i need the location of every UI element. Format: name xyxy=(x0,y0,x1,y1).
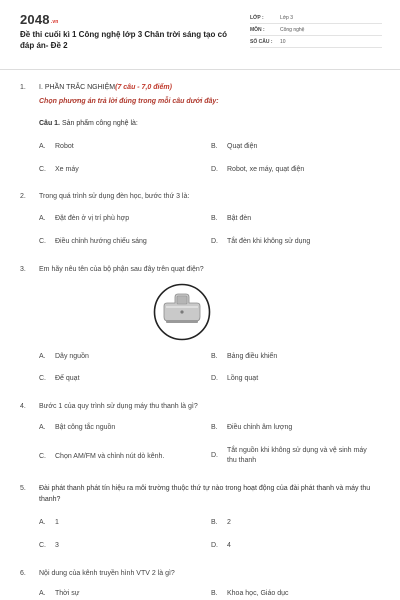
question-number: 3. xyxy=(20,265,26,273)
section-instruction: Chọn phương án trả lời đúng trong mỗi câu dưới đây: xyxy=(39,98,219,105)
section-note: (7 câu - 7,0 điểm) xyxy=(115,83,172,91)
meta-value: 10 xyxy=(280,38,286,45)
section-title: I. PHẦN TRẮC NGHIỆM xyxy=(39,83,116,91)
meta-value: Công nghệ xyxy=(280,26,305,33)
q3-option-d[interactable]: D. Lồng quạt xyxy=(211,375,259,382)
q2-option-d[interactable]: D. Tắt đèn khi không sử dụng xyxy=(211,238,311,245)
q4-option-c[interactable]: C. Chọn AM/FM và chỉnh nút dò kênh. xyxy=(39,453,165,460)
question-5-text: Đài phát thanh phát tín hiệu ra môi trường thuộc thứ tự nào trong hoạt động của đài phát thanh và máy thu thanh? xyxy=(39,485,371,503)
logo-suffix: .vn xyxy=(50,19,59,25)
meta-label: SỐ CÂU : xyxy=(250,38,273,45)
question-number: 6. xyxy=(20,569,26,577)
exam-title: Đề thi cuối kì 1 Công nghệ lớp 3 Chân trời sáng tạo có đáp án- Đề 2 xyxy=(20,30,227,50)
site-logo[interactable] xyxy=(20,12,59,27)
question-6-text: Nội dung của kênh truyền hình VTV 2 là gì? xyxy=(39,569,175,577)
q4-option-d[interactable]: D. Tắt nguồn khi không sử dụng và vệ sinh máy thu thanh xyxy=(211,447,367,464)
question-4-text: Bước 1 của quy trình sử dụng máy thu thanh là gì? xyxy=(39,402,198,410)
q2-option-b[interactable]: B. Bật đèn xyxy=(211,215,252,222)
q3-option-a[interactable]: A. Dây nguồn xyxy=(39,353,89,360)
question-2-text: Trong quá trình sử dụng đèn học, bước thứ 3 là: xyxy=(39,192,190,200)
exam-meta xyxy=(250,12,382,48)
question-1-prompt: Sản phẩm công nghệ là: xyxy=(61,120,138,127)
q4-option-a[interactable]: A. Bật công tắc nguồn xyxy=(39,424,116,431)
question-number: 5. xyxy=(20,485,26,492)
meta-value: Lớp 3 xyxy=(280,14,294,21)
q2-option-c[interactable]: C. Điều chỉnh hướng chiếu sáng xyxy=(39,238,147,245)
logo-text: 2048 xyxy=(20,12,50,27)
question-number: 4. xyxy=(20,402,26,410)
question-3 xyxy=(20,262,382,276)
q3-option-c[interactable]: C. Đế quạt xyxy=(39,375,80,382)
q3-option-b[interactable]: B. Bảng điều khiển xyxy=(211,353,278,360)
meta-question-count xyxy=(250,36,382,48)
header-divider xyxy=(0,69,400,70)
meta-subject xyxy=(250,24,382,36)
q1-option-d[interactable]: D. Robot, xe máy, quạt điện xyxy=(211,166,305,173)
meta-label: LỚP : xyxy=(250,14,264,21)
question-4 xyxy=(20,399,382,413)
question-6 xyxy=(20,566,382,580)
q1-option-a[interactable]: A. Robot xyxy=(39,143,74,150)
q1-option-c[interactable]: C. Xe máy xyxy=(39,166,79,173)
q5-option-b[interactable]: B. 2 xyxy=(211,519,231,526)
meta-grade xyxy=(250,12,382,24)
question-1-text xyxy=(39,120,138,127)
question-number: 2. xyxy=(20,192,26,200)
question-2 xyxy=(20,189,382,203)
q5-option-a[interactable]: A. 1 xyxy=(39,519,59,526)
exam-header xyxy=(20,12,382,60)
q5-option-c[interactable]: C. 3 xyxy=(39,542,59,549)
section-heading xyxy=(20,80,382,94)
q5-option-d[interactable]: D. 4 xyxy=(211,542,231,549)
fan-base-image xyxy=(153,283,211,341)
q2-option-a[interactable]: A. Đặt đèn ở vị trí phù hợp xyxy=(39,215,130,222)
question-1-label: Câu 1. xyxy=(39,120,61,127)
q4-option-b[interactable]: B. Điều chỉnh âm lượng xyxy=(211,424,293,431)
section-number: 1. xyxy=(20,83,26,91)
q6-option-a[interactable]: A. Thời sự xyxy=(39,590,80,597)
question-3-text: Em hãy nêu tên của bộ phận sau đây trên quạt điện? xyxy=(39,265,204,273)
q1-option-b[interactable]: B. Quạt điện xyxy=(211,143,258,150)
q6-option-b[interactable]: B. Khoa học, Giáo dục xyxy=(211,590,289,597)
meta-label: MÔN : xyxy=(250,26,265,33)
